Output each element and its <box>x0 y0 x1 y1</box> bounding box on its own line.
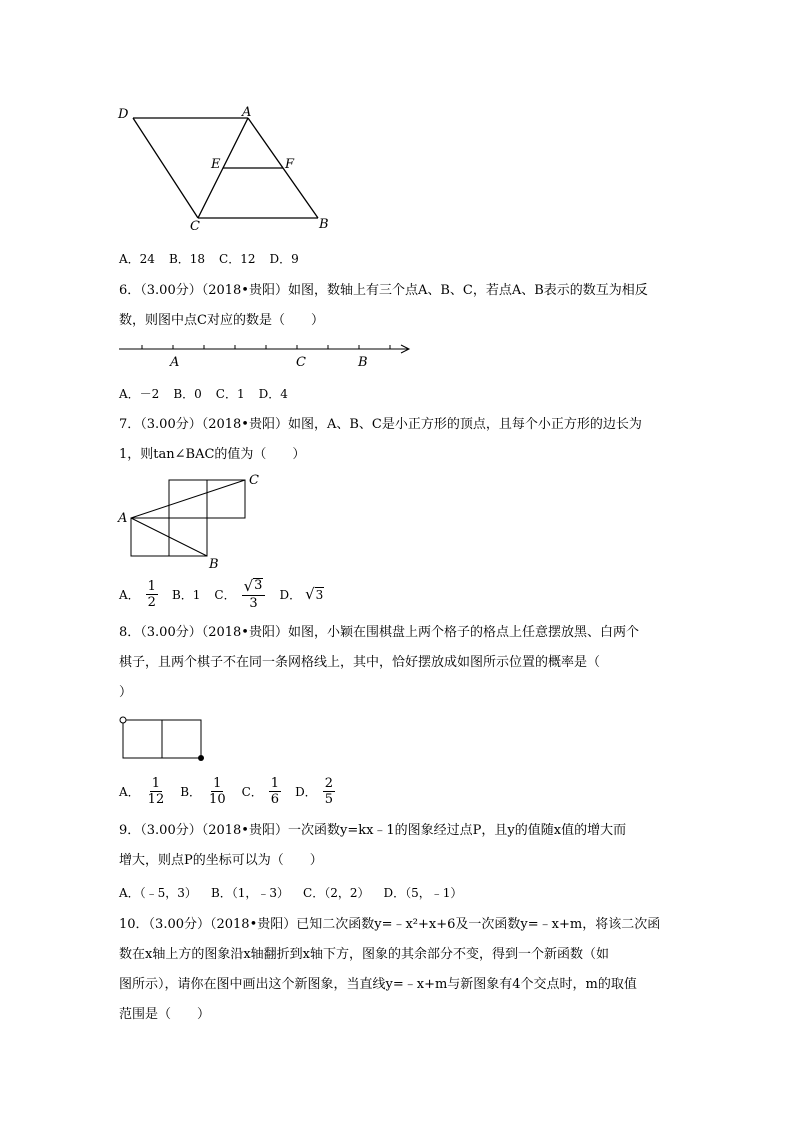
q6-option-c[interactable]: C．1 <box>215 387 245 401</box>
denominator: 3 <box>249 595 258 611</box>
denominator: 12 <box>147 792 165 807</box>
label-D: D <box>118 107 129 122</box>
q6-text-line2: 数，则图中点C对应的数是（ ） <box>119 313 324 328</box>
black-stone <box>198 755 204 761</box>
axis-label-B: B <box>358 355 368 370</box>
q7-option-a-prefix: A． <box>119 587 140 602</box>
radicand: 3 <box>315 587 324 602</box>
label-F: F <box>285 157 295 172</box>
square-root <box>244 578 264 593</box>
q6-text-line1: 6．（3.00分）（2018•贵阳）如图，数轴上有三个点A、B、C，若点A、B表示的数互为相反 <box>119 283 648 298</box>
numerator: 1 <box>270 776 280 791</box>
q8-option-d[interactable] <box>295 776 335 807</box>
q5-option-b[interactable]: B．18 <box>168 252 206 266</box>
q6-options <box>119 385 302 402</box>
q7-option-d[interactable] <box>279 586 324 603</box>
q9-options <box>119 884 476 901</box>
q9-option-b[interactable]: B．（1，﹣3） <box>210 886 290 900</box>
q7-options <box>119 578 338 611</box>
fraction <box>323 776 335 807</box>
q5-option-d[interactable]: D．9 <box>269 252 299 266</box>
fraction <box>146 776 167 807</box>
grid-squares-figure <box>115 472 275 572</box>
label-B: B <box>209 557 219 572</box>
q10-text-line3: 图所示），请你在图中画出这个新图象，当直线y=﹣x+m与新图象有4个交点时，m的取值 <box>119 977 637 992</box>
denominator: 5 <box>324 792 333 807</box>
axis-label-A: A <box>170 355 180 370</box>
denominator: 6 <box>270 792 280 807</box>
q10-text-line4: 范围是（ ） <box>119 1007 211 1022</box>
q6-option-a[interactable]: A．－2 <box>119 387 160 401</box>
segment-AC <box>131 480 245 518</box>
radicand: 3 <box>254 578 263 593</box>
q5-options <box>119 250 313 267</box>
q6-option-d[interactable]: D．4 <box>258 387 288 401</box>
q7-text-line1: 7．（3.00分）（2018•贵阳）如图，A、B、C是小正方形的顶点，且每个小正方形的边长为 <box>119 417 642 432</box>
label-A: A <box>242 105 252 120</box>
q8-option-a-prefix: A． <box>119 785 140 799</box>
fraction <box>146 579 158 610</box>
label-A: A <box>118 511 128 526</box>
q8-text-line1: 8．（3.00分）（2018•贵阳）如图，小颖在围棋盘上两个格子的格点上任意摆放黑、白两个 <box>119 625 639 640</box>
q8-option-c[interactable] <box>242 776 281 807</box>
q7-option-d-prefix: D． <box>279 587 302 602</box>
q9-option-c[interactable]: C．（2，2） <box>303 886 370 900</box>
numerator: 1 <box>151 776 161 791</box>
square-root <box>305 587 324 602</box>
q9-text-line2: 增大，则点P的坐标可以为（ ） <box>119 853 323 868</box>
q8-text-line2: 棋子，且两个棋子不在同一条网格线上，其中，恰好摆放成如图所示位置的概率是（ <box>119 655 601 670</box>
q6-option-b[interactable]: B．0 <box>173 387 202 401</box>
number-line-figure <box>115 338 415 372</box>
numerator: 1 <box>147 578 156 594</box>
q7-option-c[interactable] <box>214 578 265 611</box>
fraction <box>242 578 266 611</box>
radical-sign-icon: √ <box>305 585 315 604</box>
numerator <box>242 578 266 596</box>
q9-option-a[interactable]: A．（﹣5，3） <box>119 886 197 900</box>
q8-options <box>119 776 349 807</box>
q8-option-b[interactable] <box>180 776 227 807</box>
go-board-figure <box>115 713 210 765</box>
parallelogram-figure <box>115 100 345 235</box>
fraction <box>207 776 228 807</box>
q8-option-b-prefix: B． <box>180 785 202 799</box>
fraction <box>269 776 281 807</box>
numerator: 1 <box>213 776 222 791</box>
radical-sign-icon: √ <box>243 576 254 595</box>
q10-text-line2: 数在x轴上方的图象沿x轴翻折到x轴下方，图象的其余部分不变，得到一个新函数（如 <box>119 947 609 962</box>
q9-option-d[interactable]: D．（5，﹣1） <box>383 886 463 900</box>
denominator: 2 <box>147 594 156 610</box>
label-C: C <box>190 219 200 234</box>
denominator: 10 <box>209 792 226 807</box>
q8-option-d-prefix: D． <box>295 785 317 799</box>
q8-text-line3: ） <box>119 685 133 700</box>
edge-DC <box>133 118 198 218</box>
white-stone <box>120 717 126 723</box>
label-B: B <box>319 217 329 232</box>
q8-option-c-prefix: C． <box>241 785 263 799</box>
q7-option-b[interactable]: B．1 <box>171 587 201 602</box>
q5-option-a[interactable]: A．24 <box>119 252 155 266</box>
q10-text-line1: 10．（3.00分）（2018•贵阳）已知二次函数y=﹣x²+x+6及一次函数y=﹣x+m，将该二次函 <box>119 917 661 932</box>
label-C: C <box>249 473 259 488</box>
label-E: E <box>211 157 221 172</box>
q5-option-c[interactable]: C．12 <box>219 252 256 266</box>
numerator: 2 <box>324 776 333 791</box>
q7-text-line2: 1，则tan∠BAC的值为（ ） <box>119 447 306 462</box>
axis-label-C: C <box>296 355 306 370</box>
q7-option-a[interactable] <box>119 579 158 610</box>
q7-option-c-prefix: C． <box>214 587 236 602</box>
q8-option-a[interactable] <box>119 776 166 807</box>
q9-text-line1: 9．（3.00分）（2018•贵阳）一次函数y=kx﹣1的图象经过点P，且y的值随x值的增大而 <box>119 823 627 838</box>
